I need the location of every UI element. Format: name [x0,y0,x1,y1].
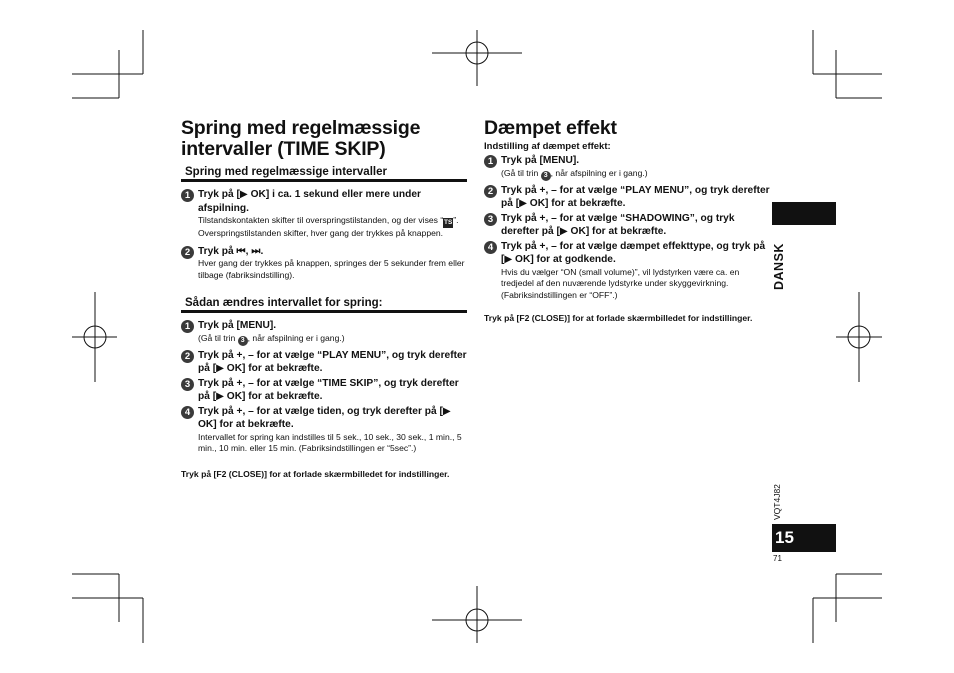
step-instruction: Tryk på +, – for at vælge “PLAY MENU”, og tryk derefter på [▶ OK] for at bekræfte. [501,184,770,209]
step-number: 2 [181,350,194,363]
step-instruction: Tryk på +, – for at vælge dæmpet effekttype, og tryk på [▶ OK] for at godkende. [501,240,766,265]
step-2 [181,245,467,282]
step-1 [181,188,467,240]
title-line-1: Spring med regelmæssige [181,117,421,139]
step-1 [484,154,774,181]
step-number: 2 [181,246,194,259]
section-heading-interval: Sådan ændres intervallet for spring: [181,297,467,313]
shadowing-intro: Indstilling af dæmpet effekt: [484,141,611,152]
step-ref-icon: 3 [238,336,248,346]
step-4 [484,240,774,302]
step-number: 1 [181,320,194,333]
language-tab [772,202,836,225]
step-3 [484,212,774,239]
step-instruction: Tryk på ⏮, ⏭. [198,245,264,257]
step-2 [181,349,467,376]
step-1 [181,319,467,346]
step-note: (Gå til trin 3 , når afspilning er i gang.) [198,332,345,344]
closing-note: Tryk på [F2 (CLOSE)] for at forlade skærmbilledet for indstillinger. [181,468,450,479]
step-number: 2 [484,185,497,198]
page-number: 15 [772,524,836,552]
step-number: 1 [484,155,497,168]
closing-note: Tryk på [F2 (CLOSE)] for at forlade skærmbilledet for indstillinger. [484,313,753,323]
step-2 [484,184,774,211]
step-note: (Gå til trin 3 , når afspilning er i gang.) [501,167,648,179]
shadowing-title: Dæmpet effekt [484,117,617,139]
step-note: Tilstandskontakten skifter til overspringstilstanden, og der vises “TS”. Overspringstilstanden skifter, hver gang der trykkes på knappen. [198,215,459,238]
step-instruction: Tryk på +, – for at vælge “PLAY MENU”, og tryk derefter på [▶ OK] for at bekræfte. [198,349,467,374]
step-ref-icon: 3 [541,171,551,181]
step-instruction: Tryk på +, – for at vælge “TIME SKIP”, og tryk derefter på [▶ OK] for at bekræfte. [198,377,459,402]
step-instruction: Tryk på [▶ OK] i ca. 1 sekund eller mere under afspilning. [198,189,421,214]
title-line-2: intervaller (TIME SKIP) [181,138,386,160]
step-note: Hvis du vælger “ON (small volume)”, vil lydstyrken være ca. en tredjedel af den nuværende lydstyrke under skyggevirkning. (Fabriksindstillingen er “OFF”.) [501,266,740,300]
step-note: Intervallet for spring kan indstilles til 5 sek., 10 sek., 30 sek., 1 min., 5 min., 10 min. eller 15 min. (Fabriksindstillingen er “5sec”.) [198,431,462,453]
shadowing-section [484,118,774,324]
step-instruction: Tryk på [MENU]. [501,155,580,166]
step-3 [181,377,467,404]
step-number: 3 [181,378,194,391]
language-label: DANSK [772,243,786,290]
step-4 [181,405,467,455]
step-number: 4 [181,406,194,419]
step-number: 3 [484,213,497,226]
model-code: VQT4J82 [772,484,782,520]
page-number-small: 71 [773,554,782,563]
time-skip-section [181,118,467,480]
step-number: 1 [181,189,194,202]
step-instruction: Tryk på +, – for at vælge “SHADOWING”, og tryk derefter på [▶ OK] for at bekræfte. [501,212,735,237]
step-instruction: Tryk på +, – for at vælge tiden, og tryk derefter på [▶ OK] for at bekræfte. [198,405,451,430]
time-skip-icon: TS [444,219,453,226]
step-instruction: Tryk på [MENU]. [198,320,277,331]
section-heading-skip: Spring med regelmæssige intervaller [181,166,467,182]
time-skip-title [181,118,467,160]
step-note: Hver gang der trykkes på knappen, springes der 5 sekunder frem eller tilbage (fabriksindstilling). [198,258,465,280]
step-number: 4 [484,241,497,254]
